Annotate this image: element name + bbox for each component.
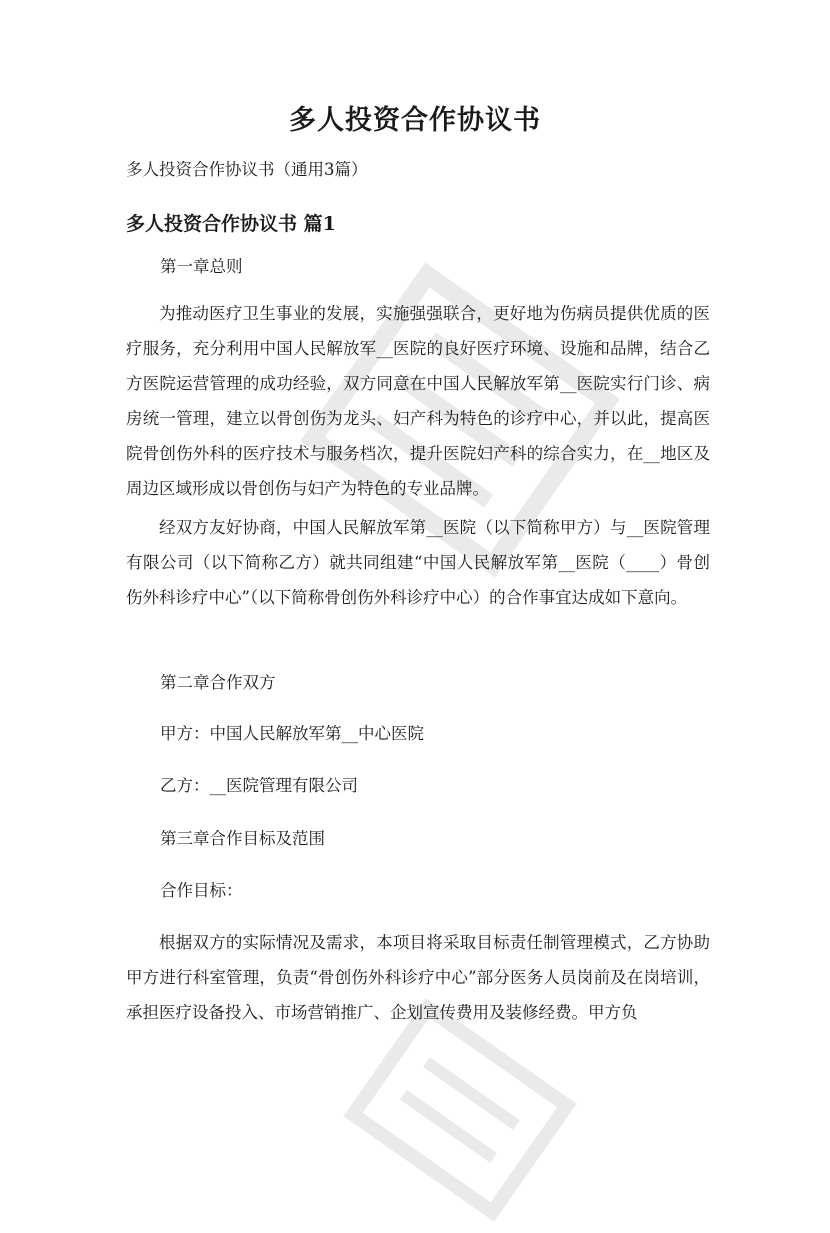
party-a-line: 甲方：中国人民解放军第__中心医院	[160, 724, 424, 743]
document-subtitle: 多人投资合作协议书（通用3篇）	[126, 160, 368, 179]
chapter-1-heading: 第一章总则	[160, 257, 243, 276]
section-heading: 多人投资合作协议书 篇1	[126, 213, 336, 235]
paragraph-goal: 根据双方的实际情况及需求，本项目将采取目标责任制管理模式，乙方协助甲方进行科室管理，负责“骨创伤外科诊疗中心”部分医务人员岗前及在岗培训，承担医疗设备投入、市场营销推广、企划宣传费用及装修经费。甲方负	[126, 933, 710, 1022]
goal-label: 合作目标：	[160, 881, 243, 900]
chapter-2-heading: 第二章合作双方	[160, 673, 276, 692]
chapter-3-heading: 第三章合作目标及范围	[160, 829, 325, 848]
paragraph-general: 为推动医疗卫生事业的发展，实施强强联合，更好地为伤病员提供优质的医疗服务，充分利用中国人民解放军__医院的良好医疗环境、设施和品牌，结合乙方医院运营管理的成功经验，双方同意在中国人民解放军第__医院实行门诊、病房统一管理，建立以骨创伤为龙头、妇产科为特色的诊疗中心，并以此，提高医院骨创伤外科的医疗技术与服务档次，提升医院妇产科的综合实力，在__地区及周边区域形成以骨创伤与妇产为特色的专业品牌。	[126, 304, 710, 498]
paragraph-agreement: 经双方友好协商，中国人民解放军第__医院（以下简称甲方）与__医院管理有限公司（以下简称乙方）就共同组建“中国人民解放军第__医院（____）骨创伤外科诊疗中心”（以下简称骨创伤外科诊疗中心）的合作事宜达成如下意向。	[126, 518, 710, 607]
party-b-line: 乙方：__医院管理有限公司	[160, 776, 358, 795]
document-title: 多人投资合作协议书	[289, 105, 541, 136]
